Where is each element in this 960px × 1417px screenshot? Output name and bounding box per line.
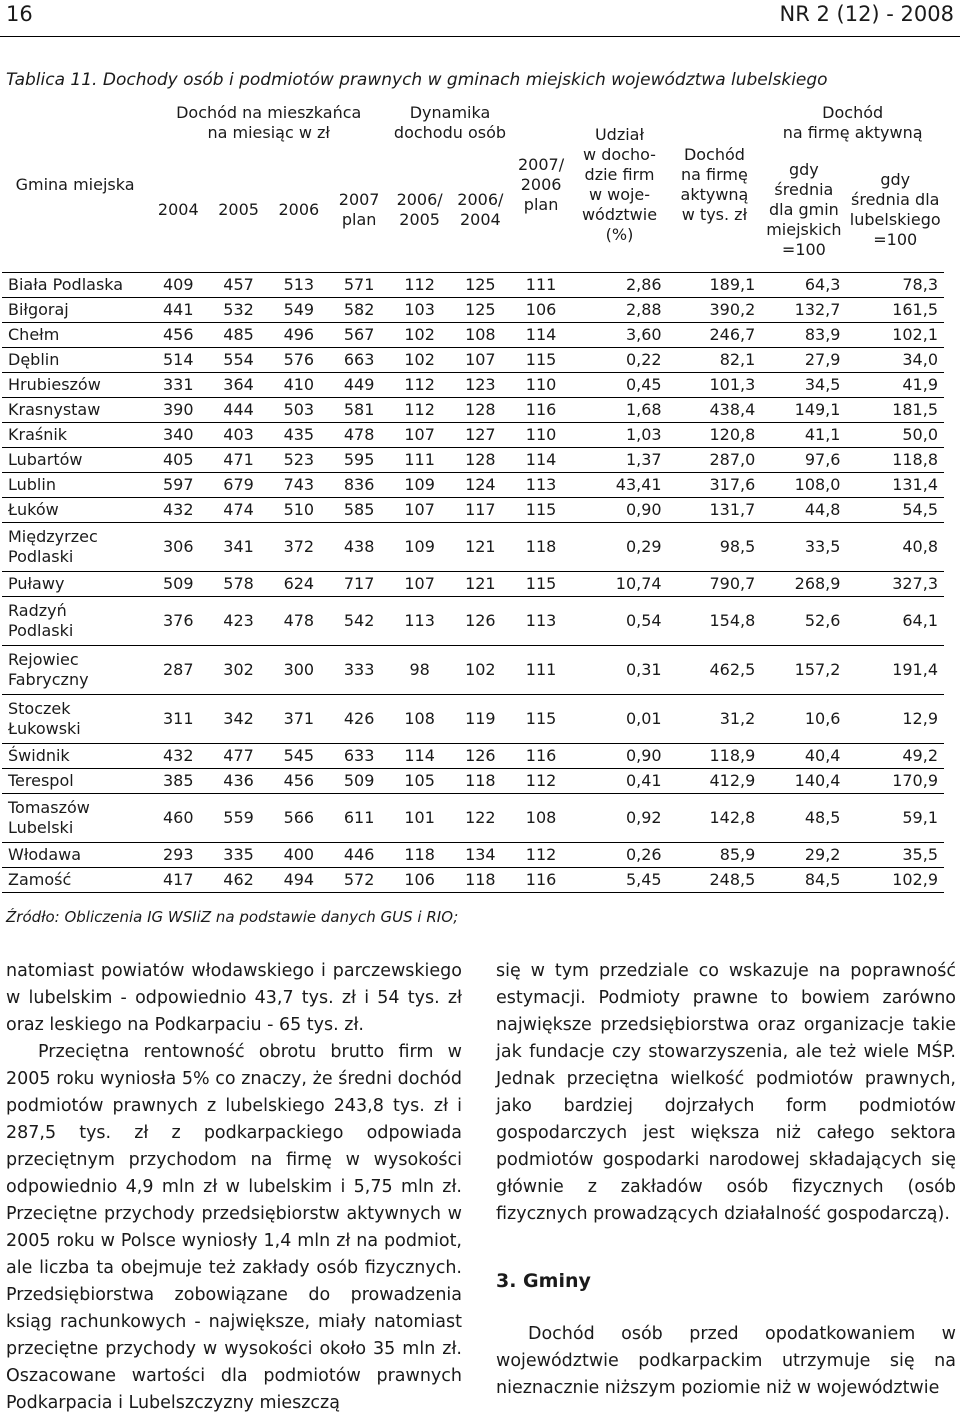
table-cell: 64,3 [761, 273, 846, 298]
table-cell: 432 [148, 744, 208, 769]
table-cell: 131,4 [846, 473, 944, 498]
table-cell: 417 [148, 868, 208, 893]
table-cell: 105 [389, 769, 450, 794]
table-cell: 0,92 [571, 794, 667, 843]
table-cell: 181,5 [846, 398, 944, 423]
table-row [2, 769, 944, 794]
table-cell: 679 [208, 473, 268, 498]
table-cell: 128 [450, 398, 511, 423]
gmina-name: Biała Podlaska [2, 273, 148, 298]
table-cell: 0,22 [571, 348, 667, 373]
table-row [2, 398, 944, 423]
table-cell: 113 [511, 597, 572, 646]
table-cell: 523 [269, 448, 329, 473]
header-2004: 2004 [157, 200, 199, 219]
left-column [6, 958, 462, 1417]
table-cell: 115 [511, 498, 572, 523]
table-row [2, 273, 944, 298]
gmina-name: Międzyrzec Podlaski [2, 523, 148, 572]
table-cell: 743 [269, 473, 329, 498]
table-cell: 59,1 [846, 794, 944, 843]
table-cell: 115 [511, 695, 572, 744]
table-cell: 54,5 [846, 498, 944, 523]
table-cell: 426 [329, 695, 389, 744]
table-cell: 49,2 [846, 744, 944, 769]
header-dynamics-2007: 2007/ 2006 plan [518, 155, 565, 214]
table-cell: 449 [329, 373, 389, 398]
table-cell: 478 [269, 597, 329, 646]
table-cell: 1,37 [571, 448, 667, 473]
left-paragraph-1: natomiast powiatów włodawskiego i parczewskiego w lubelskim - odpowiednio 43,7 tys. zł i 54 tys. zł oraz leskiego na Podkarpaciu - 65 tys. zł. [6, 961, 462, 1035]
table-cell: 390 [148, 398, 208, 423]
table-cell: 585 [329, 498, 389, 523]
table-title: Tablica 11. Dochody osób i podmiotów prawnych w gminach miejskich województwa lubelskiego [6, 70, 828, 90]
header-2007-plan: 2007 plan [338, 190, 380, 229]
table-cell: 478 [329, 423, 389, 448]
table-cell: 462 [208, 868, 268, 893]
table-cell: 532 [208, 298, 268, 323]
table-cell: 597 [148, 473, 208, 498]
table-cell: 121 [450, 572, 511, 597]
gmina-name: Łuków [2, 498, 148, 523]
table-cell: 107 [389, 423, 450, 448]
table-cell: 559 [208, 794, 268, 843]
table-cell: 111 [389, 448, 450, 473]
header-firm-income: Dochód na firmę aktywną w tys. zł [680, 145, 749, 224]
table-cell: 509 [329, 769, 389, 794]
table-cell: 114 [511, 323, 572, 348]
table-cell: 108 [511, 794, 572, 843]
table-row [2, 423, 944, 448]
table-cell: 327,3 [846, 572, 944, 597]
table-cell: 633 [329, 744, 389, 769]
table-cell: 116 [511, 398, 572, 423]
table-cell: 436 [208, 769, 268, 794]
gmina-name: Zamość [2, 868, 148, 893]
table-cell: 456 [148, 323, 208, 348]
header-avg-cities: gdy średnia dla gmin miejskich =100 [766, 160, 842, 259]
table-cell: 438 [329, 523, 389, 572]
right-paragraph-2: Dochód osób przed opodatkowaniem w województwie podkarpackim utrzymuje się na nieznacznie niższym poziomie niż w województwie [496, 1324, 956, 1398]
table-cell: 248,5 [668, 868, 762, 893]
gmina-name: Lublin [2, 473, 148, 498]
table-source: Źródło: Obliczenia IG WSIiZ na podstawie danych GUS i RIO; [6, 908, 459, 926]
table-cell: 293 [148, 843, 208, 868]
table-cell: 509 [148, 572, 208, 597]
table-cell: 457 [208, 273, 268, 298]
table-cell: 125 [450, 273, 511, 298]
table-cell: 494 [269, 868, 329, 893]
table-cell: 287,0 [668, 448, 762, 473]
table-cell: 485 [208, 323, 268, 348]
table-cell: 84,5 [761, 868, 846, 893]
table-cell: 246,7 [668, 323, 762, 348]
table-cell: 0,26 [571, 843, 667, 868]
table-cell: 107 [389, 572, 450, 597]
table-cell: 390,2 [668, 298, 762, 323]
table-cell: 118 [450, 868, 511, 893]
table-cell: 102,9 [846, 868, 944, 893]
table-cell: 157,2 [761, 646, 846, 695]
table-cell: 31,2 [668, 695, 762, 744]
header-2005: 2005 [218, 200, 259, 219]
table-cell: 405 [148, 448, 208, 473]
table-cell: 423 [208, 597, 268, 646]
gmina-name: Włodawa [2, 843, 148, 868]
table-row [2, 646, 944, 695]
table-cell: 102,1 [846, 323, 944, 348]
gmina-name: Dęblin [2, 348, 148, 373]
header-income-per-capita: Dochód na mieszkańca na miesiąc w zł [176, 103, 362, 142]
table-cell: 554 [208, 348, 268, 373]
table-cell: 43,41 [571, 473, 667, 498]
header-share: Udział w docho- dzie firm w woje- wództwie (%) [581, 125, 658, 244]
table-cell: 78,3 [846, 273, 944, 298]
table-cell: 118,9 [668, 744, 762, 769]
table-cell: 444 [208, 398, 268, 423]
table-cell: 98 [389, 646, 450, 695]
gmina-name: Terespol [2, 769, 148, 794]
table-cell: 101 [389, 794, 450, 843]
table-cell: 102 [389, 323, 450, 348]
table-cell: 116 [511, 744, 572, 769]
table-cell: 189,1 [668, 273, 762, 298]
table-cell: 572 [329, 868, 389, 893]
table-cell: 446 [329, 843, 389, 868]
table-cell: 0,41 [571, 769, 667, 794]
table-row [2, 298, 944, 323]
header-dynamics: Dynamika dochodu osób [393, 103, 507, 142]
table-cell: 109 [389, 523, 450, 572]
table-cell: 400 [269, 843, 329, 868]
gmina-name: Kraśnik [2, 423, 148, 448]
table-cell: 40,8 [846, 523, 944, 572]
left-paragraph-2: Przeciętna rentowność obrotu brutto firm w 2005 roku wyniosła 5% co znaczy, że średni dochód podmiotów prawnych z lubelskiego 243,8 tys. zł i 287,5 tys. zł z podkarpackiego odpowiada przeciętnym przychodom na firmę w wysokości odpowiednio 4,9 mln zł w lubelskim i 5,75 mln zł. Przeciętne przychody przedsiębiorstw aktywnych w 2005 roku w Polsce wyniosły 1,4 mln zł na podmiot, ale liczba ta obejmuje też zakłady osób fizycznych. Przedsiębiorstwa zobowiązane do prowadzenia ksiąg rachunkowych - największe, miały natomiast przeciętne przychody w wysokości około 35 mln zł. Oszacowane wartości dla podmiotów prawnych Podkarpacia i Lubelszczyzny mieszczą [6, 1042, 462, 1413]
table-cell: 154,8 [668, 597, 762, 646]
table-cell: 110 [511, 423, 572, 448]
table-cell: 41,9 [846, 373, 944, 398]
table-cell: 140,4 [761, 769, 846, 794]
table-cell: 98,5 [668, 523, 762, 572]
header-firm-income-group: Dochód na firmę aktywną [782, 103, 923, 142]
table-cell: 0,90 [571, 498, 667, 523]
table-cell: 134 [450, 843, 511, 868]
table-cell: 790,7 [668, 572, 762, 597]
right-paragraph-1: się w tym przedziale co wskazuje na poprawność estymacji. Podmioty prawne to bowiem zarówno największe przedsiębiorstwa oraz organizacje takie jak fundacje czy stowarzyszenia, ale też wiele MŚP. Jednak przeciętna wielkość podmiotów prawnych, jako bardziej dojrzałych form podmiotów gospodarczych jest większa niż całego sektora podmiotów gospodarki narodowej składających się głównie z zakładów osób fizycznych (osób fizycznych prowadzących działalność gospodarczą). [496, 961, 956, 1224]
table-cell: 441 [148, 298, 208, 323]
table-cell: 340 [148, 423, 208, 448]
table-cell: 435 [269, 423, 329, 448]
table-cell: 112 [511, 843, 572, 868]
table-cell: 611 [329, 794, 389, 843]
table-cell: 460 [148, 794, 208, 843]
table-cell: 111 [511, 273, 572, 298]
table-cell: 331 [148, 373, 208, 398]
table-cell: 161,5 [846, 298, 944, 323]
page-header [0, 0, 960, 37]
table-cell: 513 [269, 273, 329, 298]
gmina-name: Stoczek Łukowski [2, 695, 148, 744]
header-2006-2004: 2006/ 2004 [457, 190, 504, 229]
table-cell: 102 [389, 348, 450, 373]
table-cell: 496 [269, 323, 329, 348]
table-cell: 117 [450, 498, 511, 523]
table-cell: 663 [329, 348, 389, 373]
table-cell: 44,8 [761, 498, 846, 523]
table-cell: 116 [511, 868, 572, 893]
table-cell: 50,0 [846, 423, 944, 448]
header-2006-2005: 2006/ 2005 [396, 190, 443, 229]
table-cell: 0,01 [571, 695, 667, 744]
journal-issue: NR 2 (12) - 2008 [779, 2, 954, 26]
table-cell: 128 [450, 448, 511, 473]
table-cell: 52,6 [761, 597, 846, 646]
table-cell: 0,29 [571, 523, 667, 572]
page-number: 16 [6, 2, 33, 26]
table-cell: 576 [269, 348, 329, 373]
table-cell: 101,3 [668, 373, 762, 398]
table-cell: 578 [208, 572, 268, 597]
table-cell: 514 [148, 348, 208, 373]
table-cell: 306 [148, 523, 208, 572]
table-cell: 149,1 [761, 398, 846, 423]
table-cell: 717 [329, 572, 389, 597]
table-row [2, 695, 944, 744]
table-cell: 549 [269, 298, 329, 323]
table-cell: 83,9 [761, 323, 846, 348]
table-cell: 432 [148, 498, 208, 523]
table-cell: 27,9 [761, 348, 846, 373]
table-cell: 477 [208, 744, 268, 769]
table-cell: 503 [269, 398, 329, 423]
table-cell: 131,7 [668, 498, 762, 523]
table-cell: 103 [389, 298, 450, 323]
table-cell: 118,8 [846, 448, 944, 473]
gmina-name: Puławy [2, 572, 148, 597]
table-cell: 124 [450, 473, 511, 498]
table-cell: 12,9 [846, 695, 944, 744]
table-cell: 581 [329, 398, 389, 423]
table-cell: 110 [511, 373, 572, 398]
table-cell: 2,86 [571, 273, 667, 298]
section-heading: 3. Gminy [496, 1270, 591, 1292]
header-avg-lubelskie: gdy średnia dla lubelskiego =100 [849, 170, 941, 249]
table-cell: 126 [450, 744, 511, 769]
gmina-name: Biłgoraj [2, 298, 148, 323]
income-table [2, 98, 944, 893]
header-gmina: Gmina miejska [15, 175, 135, 194]
table-cell: 385 [148, 769, 208, 794]
table-cell: 102 [450, 646, 511, 695]
table-cell: 474 [208, 498, 268, 523]
table-cell: 125 [450, 298, 511, 323]
table-cell: 120,8 [668, 423, 762, 448]
table-row [2, 523, 944, 572]
table-cell: 410 [269, 373, 329, 398]
table-row [2, 498, 944, 523]
table-cell: 118 [511, 523, 572, 572]
table-cell: 376 [148, 597, 208, 646]
table-cell: 118 [450, 769, 511, 794]
gmina-name: Hrubieszów [2, 373, 148, 398]
table-cell: 113 [389, 597, 450, 646]
table-row [2, 868, 944, 893]
table-cell: 542 [329, 597, 389, 646]
table-cell: 33,5 [761, 523, 846, 572]
table-cell: 122 [450, 794, 511, 843]
table-cell: 2,88 [571, 298, 667, 323]
table-cell: 10,6 [761, 695, 846, 744]
table-cell: 127 [450, 423, 511, 448]
table-cell: 403 [208, 423, 268, 448]
table-cell: 115 [511, 572, 572, 597]
table-cell: 566 [269, 794, 329, 843]
table-cell: 41,1 [761, 423, 846, 448]
table-row [2, 323, 944, 348]
table-cell: 126 [450, 597, 511, 646]
table-cell: 115 [511, 348, 572, 373]
table-cell: 34,0 [846, 348, 944, 373]
table-cell: 48,5 [761, 794, 846, 843]
table-cell: 121 [450, 523, 511, 572]
table-cell: 113 [511, 473, 572, 498]
table-cell: 595 [329, 448, 389, 473]
table-cell: 111 [511, 646, 572, 695]
table-row [2, 597, 944, 646]
table-cell: 0,54 [571, 597, 667, 646]
table-cell: 109 [389, 473, 450, 498]
table-cell: 624 [269, 572, 329, 597]
table-cell: 112 [389, 398, 450, 423]
table-cell: 571 [329, 273, 389, 298]
table-cell: 311 [148, 695, 208, 744]
gmina-name: Świdnik [2, 744, 148, 769]
table-row [2, 473, 944, 498]
table-cell: 302 [208, 646, 268, 695]
table-row [2, 448, 944, 473]
table-cell: 1,03 [571, 423, 667, 448]
gmina-name: Rejowiec Fabryczny [2, 646, 148, 695]
table-cell: 567 [329, 323, 389, 348]
table-cell: 29,2 [761, 843, 846, 868]
table-cell: 3,60 [571, 323, 667, 348]
table-cell: 333 [329, 646, 389, 695]
table-cell: 118 [389, 843, 450, 868]
gmina-name: Tomaszów Lubelski [2, 794, 148, 843]
table-cell: 836 [329, 473, 389, 498]
table-cell: 317,6 [668, 473, 762, 498]
table-cell: 108,0 [761, 473, 846, 498]
table-cell: 108 [389, 695, 450, 744]
table-cell: 132,7 [761, 298, 846, 323]
table-cell: 0,45 [571, 373, 667, 398]
table-cell: 335 [208, 843, 268, 868]
table-cell: 64,1 [846, 597, 944, 646]
gmina-name: Lubartów [2, 448, 148, 473]
table-cell: 0,90 [571, 744, 667, 769]
table-cell: 10,74 [571, 572, 667, 597]
table-cell: 114 [511, 448, 572, 473]
table-cell: 268,9 [761, 572, 846, 597]
table-cell: 510 [269, 498, 329, 523]
table-row [2, 843, 944, 868]
table-cell: 471 [208, 448, 268, 473]
table-cell: 456 [269, 769, 329, 794]
table-cell: 82,1 [668, 348, 762, 373]
table-cell: 582 [329, 298, 389, 323]
table-cell: 35,5 [846, 843, 944, 868]
table-cell: 0,31 [571, 646, 667, 695]
table-row [2, 794, 944, 843]
table-cell: 106 [389, 868, 450, 893]
table-cell: 34,5 [761, 373, 846, 398]
table-cell: 170,9 [846, 769, 944, 794]
header-2006: 2006 [278, 200, 320, 219]
table-cell: 341 [208, 523, 268, 572]
table-cell: 114 [389, 744, 450, 769]
table-row [2, 572, 944, 597]
table-cell: 371 [269, 695, 329, 744]
table-cell: 106 [511, 298, 572, 323]
table-cell: 372 [269, 523, 329, 572]
table-cell: 5,45 [571, 868, 667, 893]
right-column [496, 958, 956, 1402]
table-cell: 97,6 [761, 448, 846, 473]
table-cell: 85,9 [668, 843, 762, 868]
table-cell: 300 [269, 646, 329, 695]
table-cell: 364 [208, 373, 268, 398]
table-cell: 142,8 [668, 794, 762, 843]
gmina-name: Krasnystaw [2, 398, 148, 423]
table-cell: 342 [208, 695, 268, 744]
table-row [2, 348, 944, 373]
table-cell: 412,9 [668, 769, 762, 794]
table-cell: 112 [511, 769, 572, 794]
table-cell: 545 [269, 744, 329, 769]
table-cell: 409 [148, 273, 208, 298]
table-row [2, 744, 944, 769]
table-cell: 107 [450, 348, 511, 373]
table-cell: 438,4 [668, 398, 762, 423]
table-cell: 191,4 [846, 646, 944, 695]
table-cell: 462,5 [668, 646, 762, 695]
table-cell: 112 [389, 273, 450, 298]
table-cell: 108 [450, 323, 511, 348]
table-row [2, 373, 944, 398]
gmina-name: Radzyń Podlaski [2, 597, 148, 646]
gmina-name: Chełm [2, 323, 148, 348]
table-cell: 287 [148, 646, 208, 695]
table-cell: 123 [450, 373, 511, 398]
table-cell: 112 [389, 373, 450, 398]
table-cell: 107 [389, 498, 450, 523]
table-cell: 1,68 [571, 398, 667, 423]
table-cell: 40,4 [761, 744, 846, 769]
table-cell: 119 [450, 695, 511, 744]
